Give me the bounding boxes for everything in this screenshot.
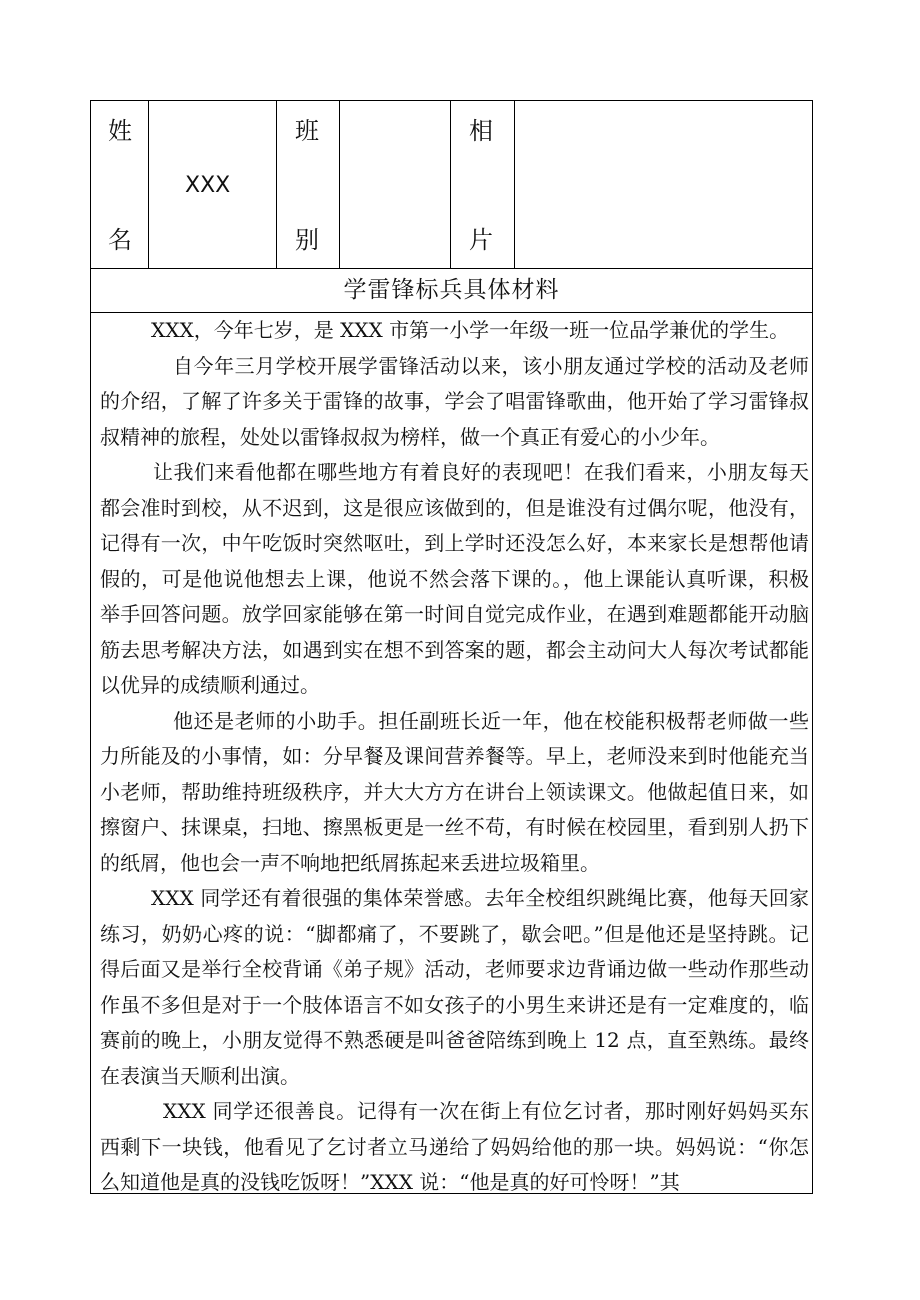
photo-cell[interactable] bbox=[515, 101, 812, 268]
photo-label-bottom: 片 bbox=[469, 226, 493, 254]
class-label-cell bbox=[277, 101, 340, 268]
name-value: XXX bbox=[185, 173, 231, 198]
photo-label-top: 相 bbox=[469, 117, 493, 145]
paragraph-helper: 他还是老师的小助手。担任副班长近一年，他在校能积极帮老师做一些力所能及的小事情，如：分早餐及课间营养餐等。早上，老师没来到时他能充当小老师，帮助维持班级秩序，并大大方方在讲台上领读课文。他做起值日来，如擦窗户、抹课桌，扫地、擦黑板更是一丝不苟，有时候在校园里，看到别人扔下的纸屑，他也会一声不响地把纸屑拣起来丢进垃圾箱里。 bbox=[100, 708, 809, 875]
name-label-cell bbox=[91, 101, 149, 268]
name-label-top: 姓 bbox=[108, 117, 132, 145]
name-label-bottom: 名 bbox=[108, 226, 132, 254]
header-row bbox=[91, 101, 812, 269]
name-value-cell[interactable] bbox=[149, 101, 277, 268]
class-value-cell[interactable] bbox=[340, 101, 451, 268]
paragraph-honor: XXX 同学还有着很强的集体荣誉感。去年全校组织跳绳比赛，他每天回家练习，奶奶心疼的说：“脚都痛了，不要跳了，歇会吧。”但是他还是坚持跳。记得后面又是举行全校背诵《弟子规》活动，老师要求边背诵边做一些动作那些动作虽不多但是对于一个肢体语言不如女孩子的小男生来讲还是有一定难度的，临赛前的晚上，小朋友觉得不熟悉硬是叫爸爸陪练到晚上 12 点，直至熟练。最终在表演当天顺利出演。 bbox=[100, 886, 809, 1088]
paragraph-performance: 让我们来看他都在哪些地方有着良好的表现吧！在我们看来，小朋友每天都会准时到校，从不迟到，这是很应该做到的，但是谁没有过偶尔呢，他没有，记得有一次，中午吃饭时突然呕吐，到上学时还没怎么好，本来家长是想帮他请假的，可是他说他想去上课，他说不然会落下课的。，他上课能认真听课，积极举手回答问题。放学回家能够在第一时间自觉完成作业，在遇到难题都能开动脑筋去思考解决方法，如遇到实在想不到答案的题，都会主动问大人每次考试都能以优异的成绩顺利通过。 bbox=[100, 460, 809, 697]
material-body bbox=[91, 313, 812, 1194]
application-form bbox=[90, 100, 813, 1194]
paragraph-intro: XXX，今年七岁，是 XXX 市第一小学一年级一班一位品学兼优的学生。 bbox=[151, 318, 790, 342]
class-label-top: 班 bbox=[295, 117, 319, 145]
photo-label-cell bbox=[451, 101, 515, 268]
section-title: 学雷锋标兵具体材料 bbox=[91, 269, 812, 313]
class-label-bottom: 别 bbox=[295, 226, 319, 254]
paragraph-activity: 自今年三月学校开展学雷锋活动以来，该小朋友通过学校的活动及老师的介绍，了解了许多关于雷锋的故事，学会了唱雷锋歌曲，他开始了学习雷锋叔叔精神的旅程，处处以雷锋叔叔为榜样，做一个真正有爱心的小少年。 bbox=[100, 353, 809, 449]
paragraph-kindness: XXX 同学还很善良。记得有一次在街上有位乞讨者，那时刚好妈妈买东西剩下一块钱，他看见了乞讨者立马递给了妈妈给他的那一块。妈妈说：“你怎么知道他是真的没钱吃饭呀！”XXX 说：“他是真的好可怜呀！”其 bbox=[100, 1099, 809, 1194]
